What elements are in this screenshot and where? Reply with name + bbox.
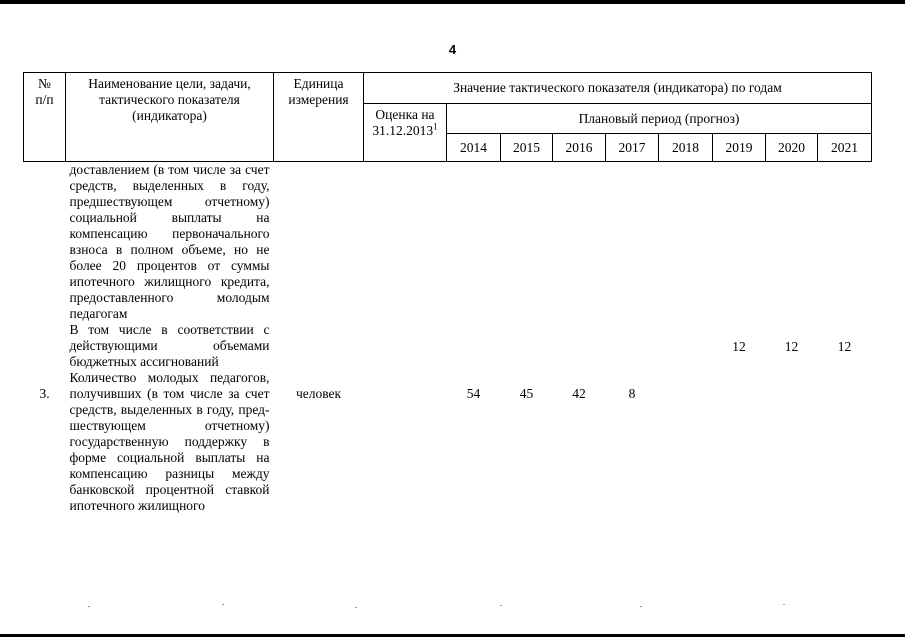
row-value bbox=[553, 322, 606, 370]
header-year: 2019 bbox=[713, 134, 766, 162]
header-num-line-2: п/п bbox=[35, 92, 54, 107]
page-bottom-edge bbox=[0, 634, 905, 637]
row-value bbox=[606, 322, 659, 370]
row-description: В том числе в соответствии с действующими объемами бюджетных ассигнований bbox=[69, 322, 270, 369]
row-value: 45 bbox=[519, 386, 534, 401]
indicator-table bbox=[23, 72, 872, 514]
header-unit-line-1: Единица bbox=[293, 76, 344, 91]
row-value bbox=[713, 162, 766, 323]
row-value: 42 bbox=[572, 386, 586, 401]
row-estimate bbox=[364, 370, 447, 514]
row-description: Количество молодых педагогов, получивших (в том числе за счет средств, выделенных в году, предшествующем отчетному) государственную поддержку в форме социальной выплаты на компенсацию разницы между банковской процентной ставкой ипотечного жилищного bbox=[69, 370, 270, 513]
row-value bbox=[501, 322, 553, 370]
row-value bbox=[766, 370, 818, 514]
row-unit bbox=[274, 322, 364, 370]
row-value bbox=[659, 162, 713, 323]
header-estimate bbox=[364, 104, 447, 162]
row-value: 12 bbox=[837, 339, 852, 354]
scan-speck bbox=[88, 606, 90, 607]
header-name bbox=[66, 73, 274, 162]
header-num bbox=[24, 73, 66, 162]
header-estimate-line-1: Оценка на bbox=[375, 107, 435, 122]
row-unit bbox=[274, 162, 364, 323]
header-plan-group: Плановый период (прогноз) bbox=[447, 104, 872, 134]
scan-speck bbox=[355, 607, 357, 608]
row-description: доставлением (в том числе за счет средств, выделенных в году, предшествующем отчетному) социальной выплаты на компенсацию первоначального взноса в полном объеме, но не более 20 процентов от суммы ипотечного жилищного кредита, предоставленного молодым педагогам bbox=[69, 162, 270, 321]
table-row bbox=[24, 322, 872, 370]
row-value bbox=[713, 370, 766, 514]
page-top-edge bbox=[0, 0, 905, 4]
row-value: 12 bbox=[784, 339, 799, 354]
row-value bbox=[447, 322, 501, 370]
row-value bbox=[818, 370, 872, 514]
row-value bbox=[766, 162, 818, 323]
row-number: 3. bbox=[39, 386, 50, 401]
header-estimate-footnote: 1 bbox=[433, 121, 438, 132]
row-value bbox=[818, 162, 872, 323]
row-unit: человек bbox=[295, 386, 342, 401]
row-value bbox=[659, 370, 713, 514]
scan-speck bbox=[783, 604, 785, 605]
header-year: 2016 bbox=[553, 134, 606, 162]
header-year: 2021 bbox=[818, 134, 872, 162]
row-value bbox=[659, 322, 713, 370]
header-estimate-line-2: 31.12.2013 bbox=[372, 123, 434, 138]
header-unit-line-2: измерения bbox=[288, 92, 349, 107]
row-number bbox=[24, 162, 66, 323]
row-value bbox=[447, 162, 501, 323]
header-year: 2017 bbox=[606, 134, 659, 162]
row-value bbox=[501, 162, 553, 323]
page-number: 4 bbox=[448, 42, 457, 57]
table-row bbox=[24, 370, 872, 514]
row-value bbox=[553, 162, 606, 323]
header-name-line-1: Наименование цели, задачи, bbox=[88, 76, 251, 91]
scan-speck bbox=[500, 605, 502, 606]
header-name-line-3: (индикатора) bbox=[132, 108, 207, 123]
header-num-line-1: № bbox=[38, 76, 51, 91]
header-year: 2015 bbox=[501, 134, 553, 162]
scan-speck bbox=[222, 604, 224, 605]
header-year: 2018 bbox=[659, 134, 713, 162]
row-value: 54 bbox=[466, 386, 481, 401]
header-values-group: Значение тактического показателя (индикатора) по годам bbox=[364, 73, 872, 104]
header-name-line-2: тактического показателя bbox=[99, 92, 240, 107]
row-value: 8 bbox=[628, 386, 636, 401]
row-number bbox=[24, 322, 66, 370]
row-estimate bbox=[364, 322, 447, 370]
row-estimate bbox=[364, 162, 447, 323]
row-value bbox=[606, 162, 659, 323]
row-value: 12 bbox=[732, 339, 746, 354]
table-row bbox=[24, 162, 872, 323]
header-year: 2014 bbox=[447, 134, 501, 162]
scan-speck bbox=[640, 606, 642, 607]
header-year: 2020 bbox=[766, 134, 818, 162]
header-unit bbox=[274, 73, 364, 162]
